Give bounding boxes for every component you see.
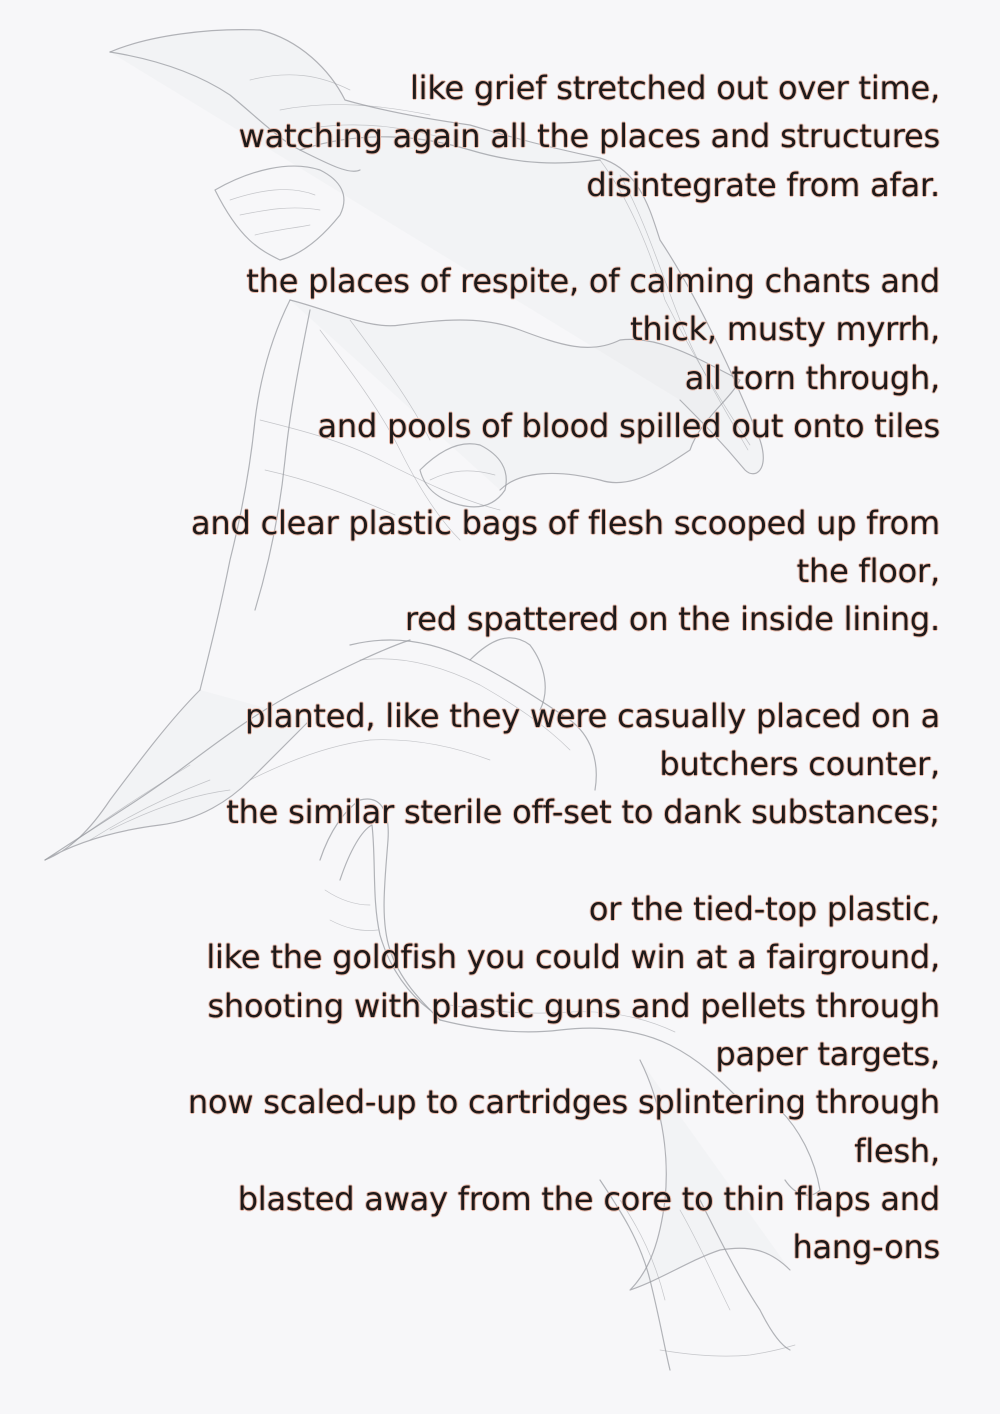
poem-line: thick, musty myrrh, xyxy=(630,310,940,349)
poem-line: and clear plastic bags of flesh scooped up from xyxy=(191,503,940,542)
poem-line: all torn through, xyxy=(684,358,940,397)
poem-line: disintegrate from afar. xyxy=(586,165,940,204)
poem-line: the places of respite, of calming chants and xyxy=(246,262,940,301)
poem-line: butchers counter, xyxy=(659,745,940,784)
poem-line: and pools of blood spilled out onto tiles xyxy=(317,407,940,446)
poem-line: shooting with plastic guns and pellets through xyxy=(207,986,940,1025)
poem-line: planted, like they were casually placed on a xyxy=(245,696,940,735)
poem-line: blasted away from the core to thin flaps and xyxy=(237,1179,940,1218)
poem-line xyxy=(60,209,940,257)
poem-line: flesh, xyxy=(854,1131,940,1170)
poem-line: like the goldfish you could win at a fairground, xyxy=(206,938,940,977)
poem-line: or the tied-top plastic, xyxy=(588,890,940,929)
poem-line: hang-ons xyxy=(792,1228,940,1267)
poem-line xyxy=(60,644,940,692)
poem-line xyxy=(60,450,940,498)
poem-line xyxy=(60,837,940,885)
poem-line: now scaled-up to cartridges splintering through xyxy=(187,1083,940,1122)
poem-line: the floor, xyxy=(796,551,940,590)
poem-line: like grief stretched out over time, xyxy=(409,69,940,107)
poem-text xyxy=(60,64,940,1271)
poem-line: red spattered on the inside lining. xyxy=(405,600,940,639)
poem-line: the similar sterile off-set to dank substances; xyxy=(226,793,940,832)
poem-line: watching again all the places and structures xyxy=(238,117,940,156)
poem-line: paper targets, xyxy=(715,1034,940,1073)
